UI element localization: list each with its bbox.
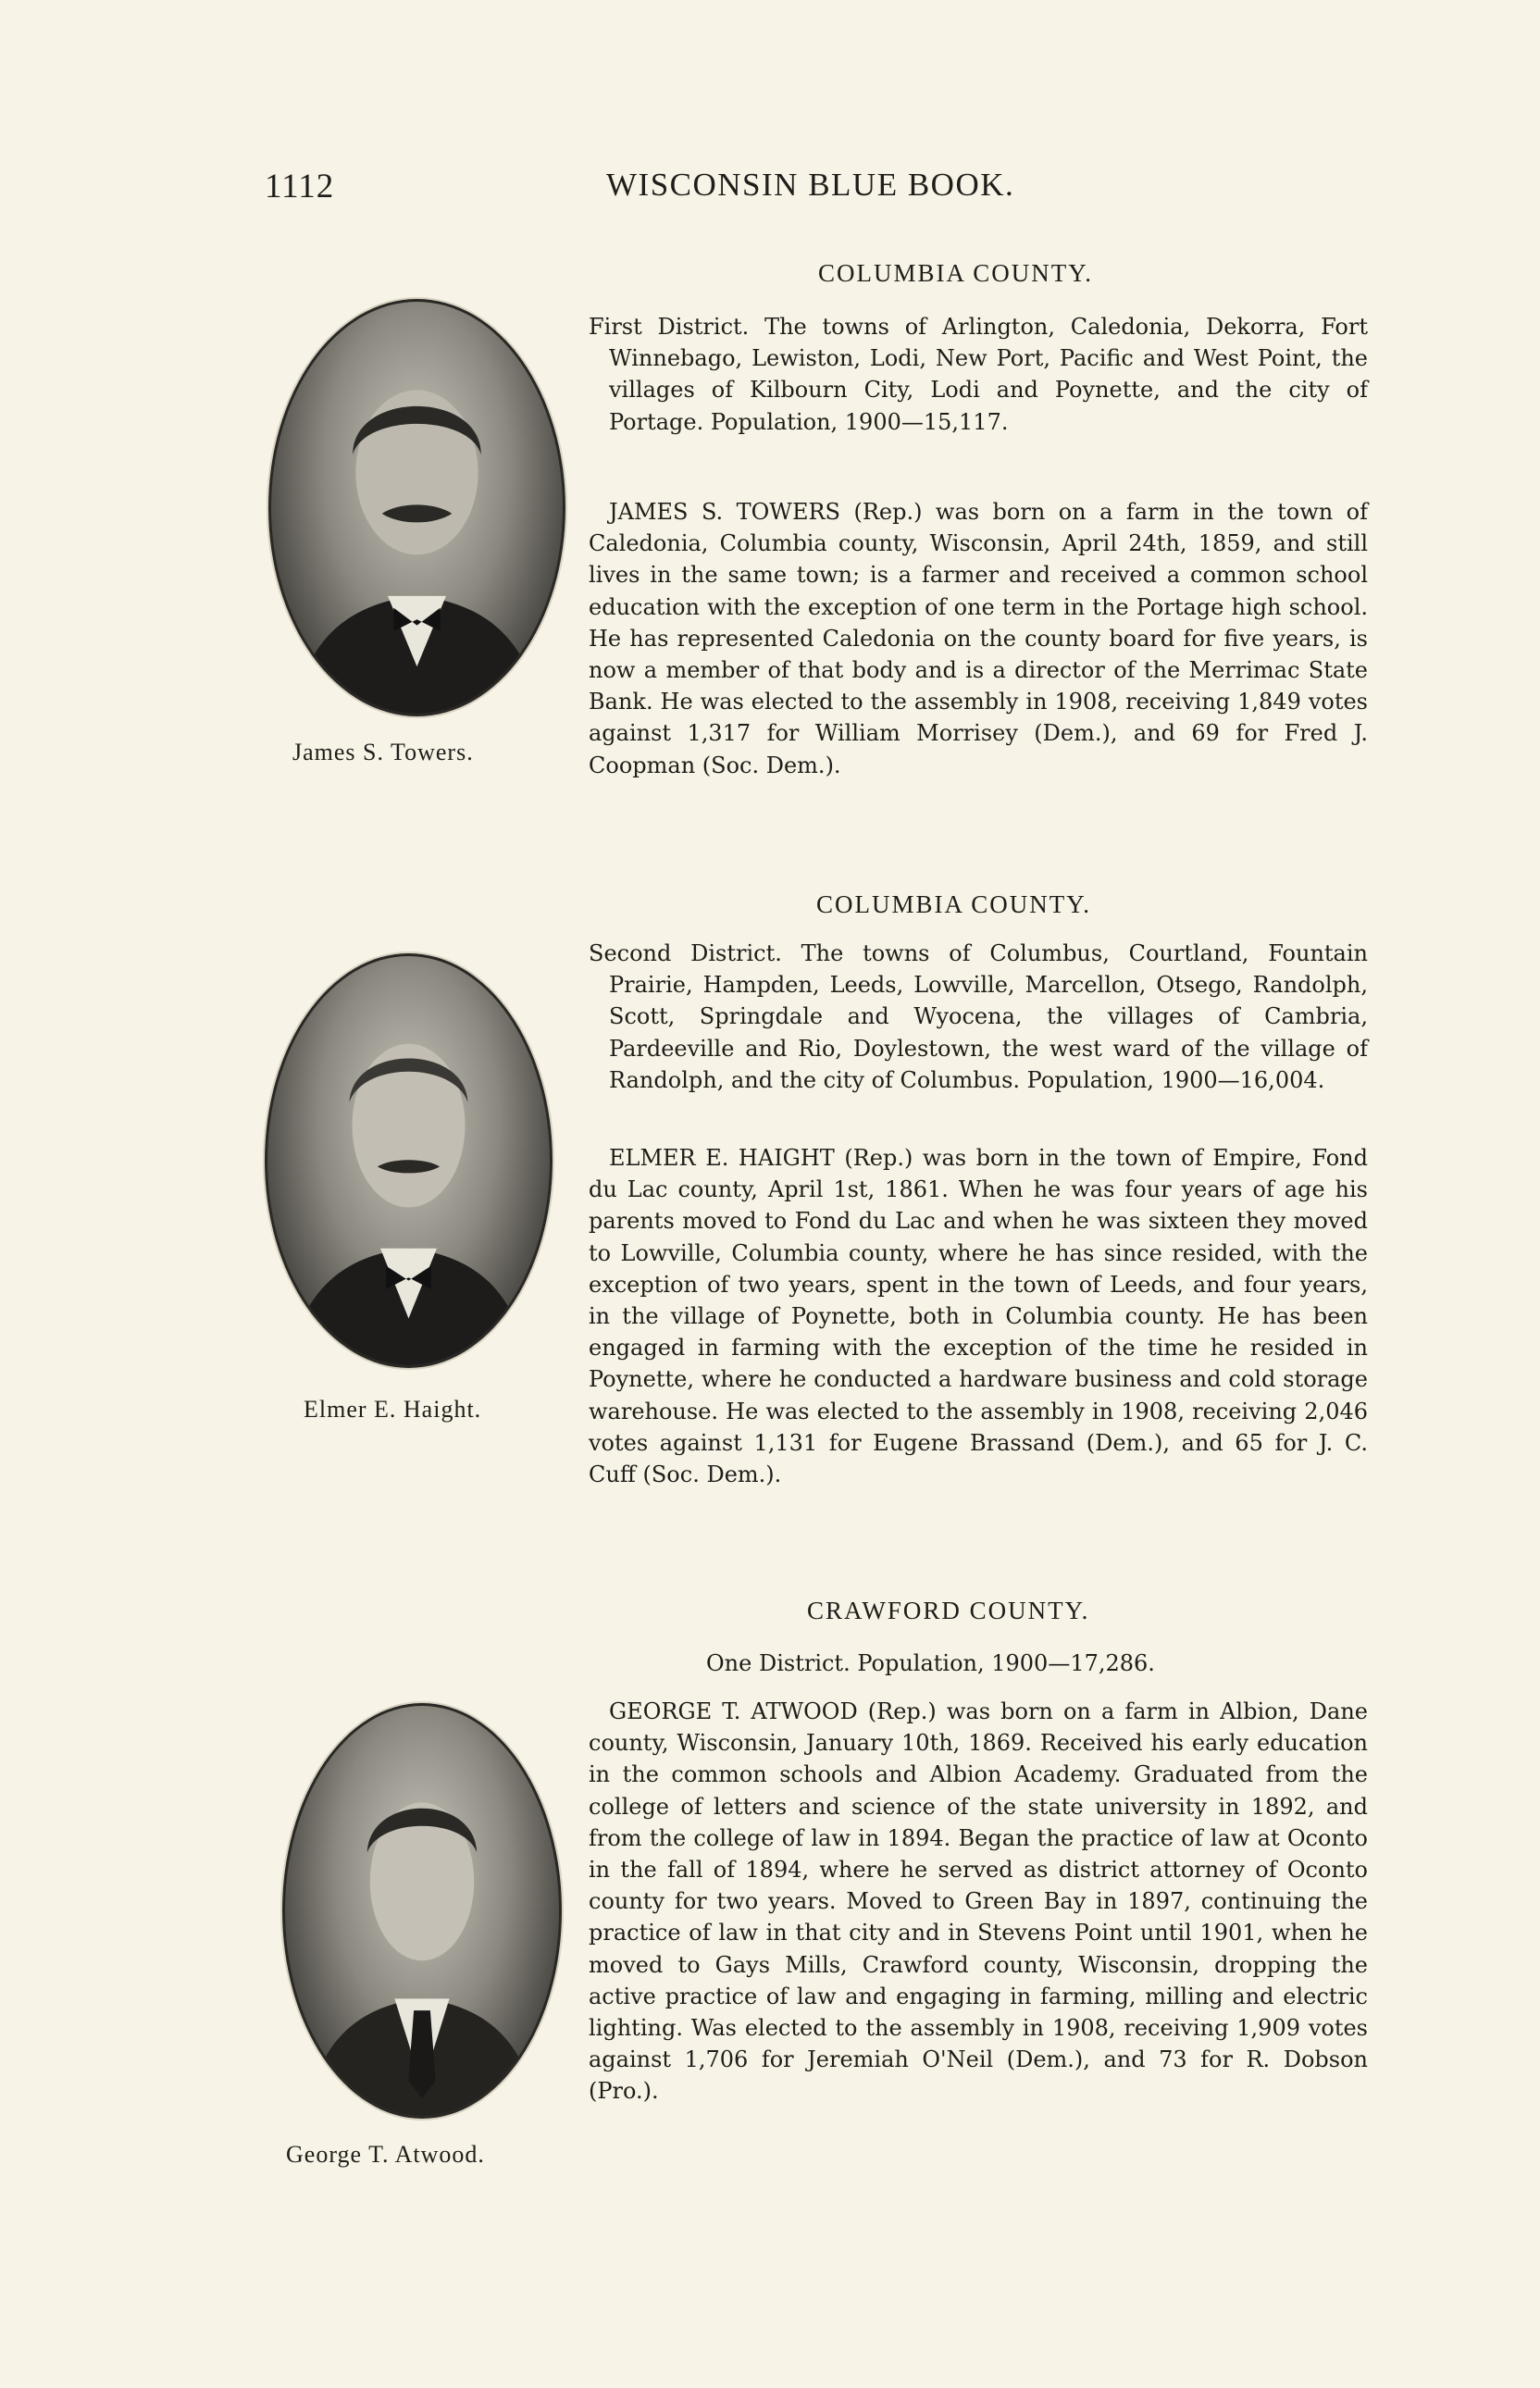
biography-haight: ELMER E. HAIGHT (Rep.) was born in the town of Empire, Fond du Lac county, April 1st, 1861. When he was four years of age his parents moved to Fond du Lac and when he was sixteen they moved to Lowville, Columbia county, where he has since resided, with the exception of two years, spent in the town of Leeds, and four years, in the village of Poynette, both in Columbia county. He has been engaged in farming with the exception of the time he resided in Poynette, where he conducted a hardware business and cold storage warehouse. He was elected to the assembly in 1908, receiving 2,046 votes against 1,131 for Eugene Brassand (Dem.), and 65 for J. C. Cuff (Soc. Dem.).	[589, 1145, 1368, 1488]
portrait-towers	[268, 299, 565, 716]
biography-towers: JAMES S. TOWERS (Rep.) was born on a farm in the town of Caledonia, Columbia county, Wisconsin, April 24th, 1859, and still lives in the same town; is a farmer and received a common school education with the exception of one term in the Portage high school. He has represented Caledonia on the county board for five years, is now a member of that body and is a director of the Merrimac State Bank. He was elected to the assembly in 1908, receiving 1,849 votes against 1,317 for William Morrisey (Dem.), and 69 for Fred J. Coopman (Soc. Dem.).	[589, 499, 1368, 778]
portrait-caption-haight: Elmer E. Haight.	[304, 1396, 482, 1423]
page-number: 1112	[265, 168, 335, 205]
section-heading-columbia-2: COLUMBIA COUNTY.	[816, 890, 1092, 918]
district-description-1: First District. The towns of Arlington, Caledonia, Dekorra, Fort Winnebago, Lewiston, Lodi, New Port, Pacific and West Point, the villages of Kilbourn City, Lodi and Poynette, and the city of Portage. Population, 1900—15,117.	[589, 314, 1368, 435]
portrait-caption-towers: James S. Towers.	[292, 739, 474, 765]
district-description-2: Second District. The towns of Columbus, Courtland, Fountain Prairie, Hampden, Leeds, Lowville, Marcellon, Otsego, Randolph, Scott, Springdale and Wyocena, the villages of Cambria, Pardeeville and Rio, Doylestown, the west ward of the village of Randolph, and the city of Columbus. Population, 1900—16,004.	[589, 940, 1368, 1093]
person-silhouette-icon	[285, 1706, 559, 2116]
person-silhouette-icon	[271, 302, 563, 714]
biography-atwood: GEORGE T. ATWOOD (Rep.) was born on a farm in Albion, Dane county, Wisconsin, January 10th, 1869. Received his early education in the common schools and Albion Academy. Graduated from the college of letters and science of the state university in 1892, and from the college of law in 1894. Began the practice of law at Oconto in the fall of 1894, where he served as district attorney of Oconto county for two years. Moved to Green Bay in 1897, continuing the practice of law in that city and in Stevens Point until 1901, when he moved to Gays Mills, Crawford county, Wisconsin, dropping the active practice of law and engaging in farming, milling and electric lighting. Was elected to the assembly in 1908, receiving 1,909 votes against 1,706 for Jeremiah O'Neil (Dem.), and 73 for R. Dobson (Pro.).	[589, 1698, 1368, 2105]
running-head: WISCONSIN BLUE BOOK.	[606, 167, 1015, 203]
portrait-caption-atwood: George T. Atwood.	[286, 2141, 485, 2168]
district-description-3: One District. Population, 1900—17,286.	[706, 1650, 1155, 1676]
portrait-atwood	[282, 1703, 562, 2119]
section-heading-columbia-1: COLUMBIA COUNTY.	[818, 259, 1094, 287]
person-silhouette-icon	[267, 956, 550, 1365]
portrait-haight	[265, 953, 553, 1368]
section-heading-crawford: CRAWFORD COUNTY.	[807, 1597, 1090, 1624]
